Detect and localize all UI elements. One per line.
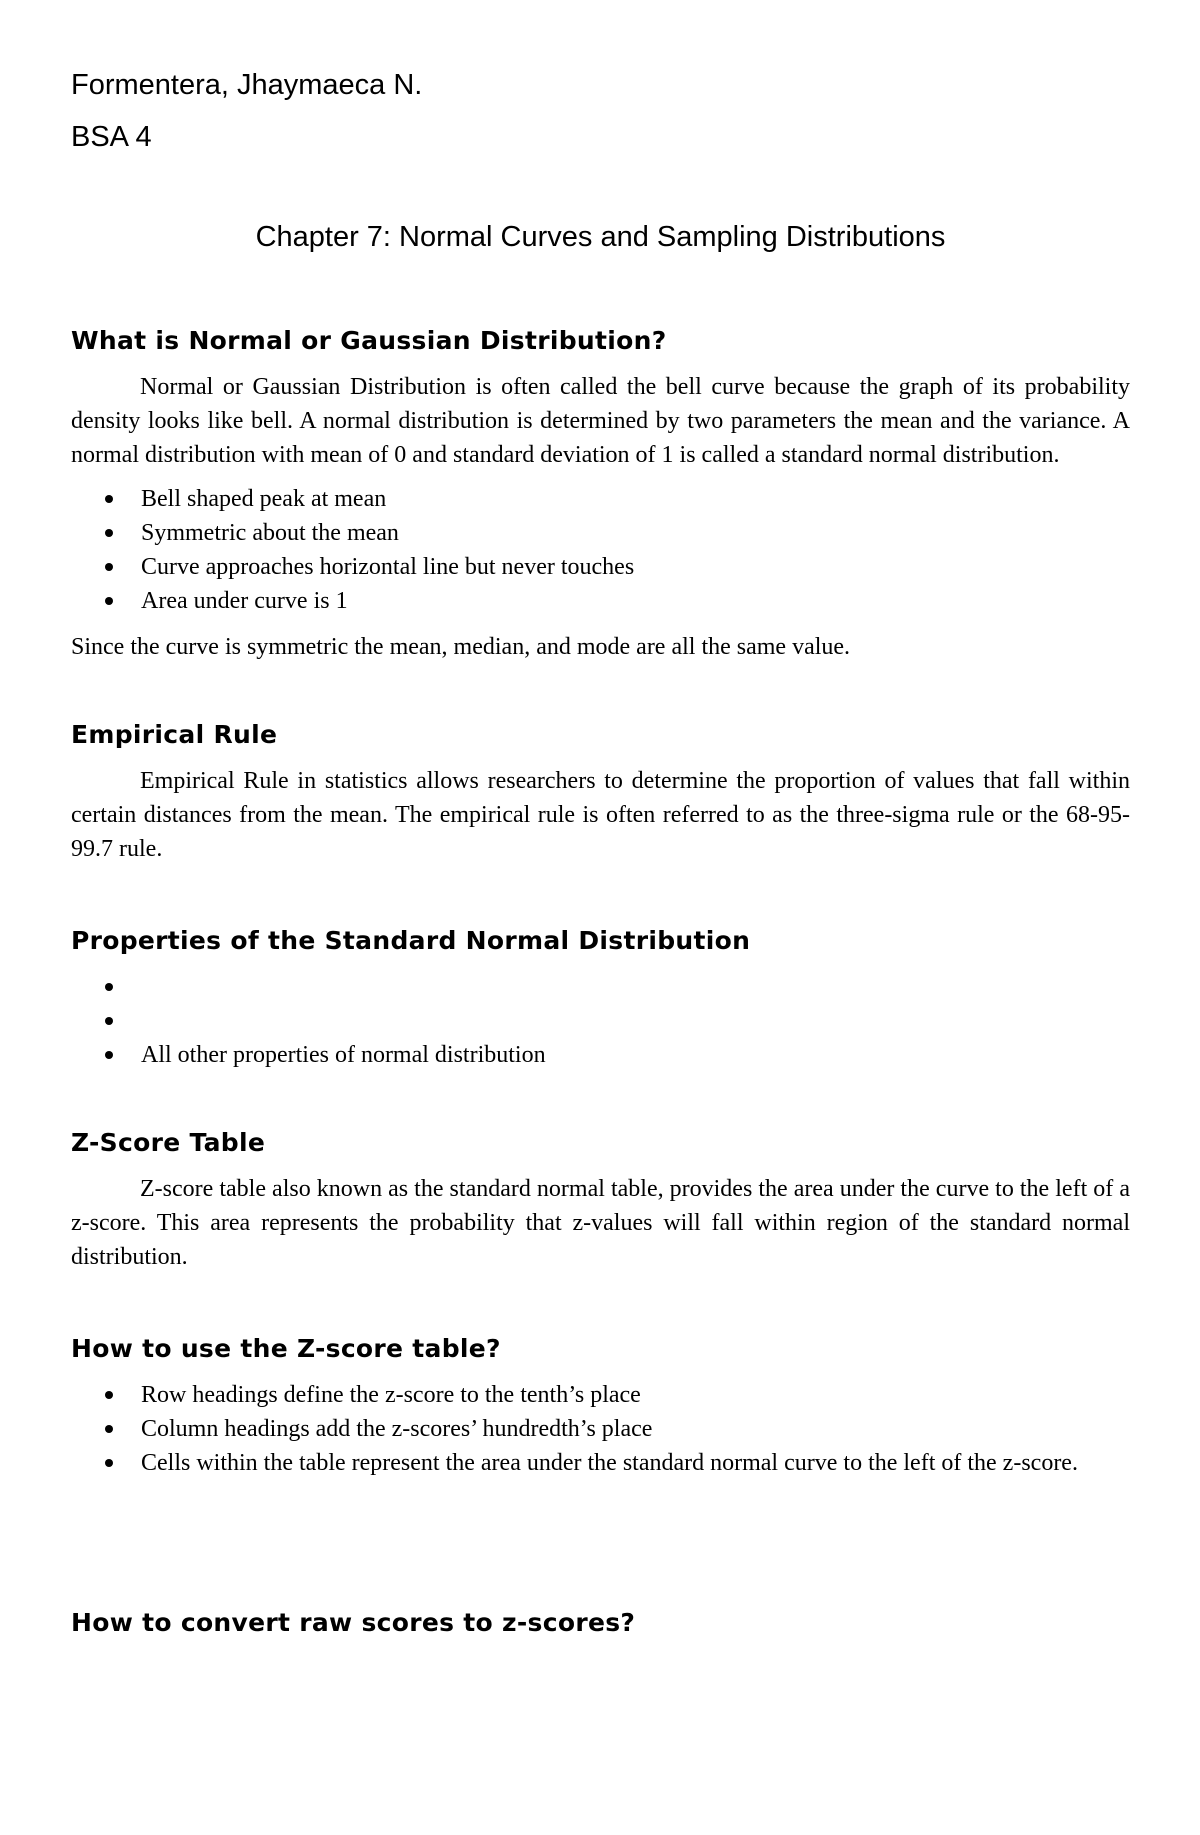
list-item bbox=[71, 970, 1130, 1004]
section-paragraph: Normal or Gaussian Distribution is often called the bell curve because the graph of its probability density looks like bell. A normal distribution is determined by two parameters the mean and the variance. A normal distribution with mean of 0 and standard deviation of 1 is called a standard normal distribution. bbox=[71, 374, 1130, 468]
list-item bbox=[71, 1446, 1130, 1480]
list-item-text: Bell shaped peak at mean bbox=[141, 486, 387, 512]
list-item-text: All other properties of normal distribution bbox=[141, 1042, 546, 1068]
bullet-icon bbox=[105, 529, 113, 537]
list-item bbox=[71, 1412, 1130, 1446]
list-item bbox=[71, 1378, 1130, 1412]
section-heading: Z-Score Table bbox=[71, 1128, 266, 1157]
author-name: Formentera, Jhaymaeca N. bbox=[71, 69, 423, 101]
chapter-title: Chapter 7: Normal Curves and Sampling Distributions bbox=[255, 221, 946, 253]
bullet-icon bbox=[105, 1051, 113, 1059]
bullet-icon bbox=[105, 1017, 113, 1025]
section-convert-raw-scores bbox=[71, 1608, 1130, 1638]
list-item bbox=[71, 1038, 1130, 1072]
section-standard-normal-properties bbox=[71, 926, 1130, 1072]
bullet-icon bbox=[105, 495, 113, 503]
list-item-text: Cells within the table represent the area under the standard normal curve to the left of the z-score. bbox=[141, 1450, 1078, 1476]
section-paragraph: Empirical Rule in statistics allows researchers to determine the proportion of values that fall within certain distances from the mean. The empirical rule is often referred to as the three-sigma rule or the 68-95-99.7 rule. bbox=[71, 768, 1130, 862]
list-item-text: Symmetric about the mean bbox=[141, 520, 399, 546]
section-closing-text: Since the curve is symmetric the mean, median, and mode are all the same value. bbox=[71, 634, 851, 660]
course-label: BSA 4 bbox=[71, 121, 152, 153]
section-heading: Empirical Rule bbox=[71, 720, 278, 749]
section-normal-distribution bbox=[71, 326, 1130, 664]
bullet-icon bbox=[105, 1425, 113, 1433]
section-how-to-use-zscore-table bbox=[71, 1334, 1130, 1480]
section-heading: How to convert raw scores to z-scores? bbox=[71, 1608, 636, 1637]
section-heading: What is Normal or Gaussian Distribution? bbox=[71, 326, 667, 355]
section-zscore-table bbox=[71, 1128, 1130, 1274]
list-item-text: Area under curve is 1 bbox=[141, 588, 348, 614]
list-item bbox=[71, 584, 1130, 618]
bullet-icon bbox=[105, 1391, 113, 1399]
bullet-icon bbox=[105, 1459, 113, 1467]
bullet-icon bbox=[105, 983, 113, 991]
bullet-list bbox=[71, 970, 1130, 1072]
list-item-text: Row headings define the z-score to the tenth’s place bbox=[141, 1382, 641, 1408]
bullet-icon bbox=[105, 597, 113, 605]
section-heading: How to use the Z-score table? bbox=[71, 1334, 501, 1363]
section-heading: Properties of the Standard Normal Distribution bbox=[71, 926, 751, 955]
bullet-list bbox=[71, 1378, 1130, 1480]
bullet-list bbox=[71, 482, 1130, 618]
list-item-text: Curve approaches horizontal line but never touches bbox=[141, 554, 635, 580]
list-item bbox=[71, 482, 1130, 516]
list-item-text: Column headings add the z-scores’ hundredth’s place bbox=[141, 1416, 653, 1442]
bullet-icon bbox=[105, 563, 113, 571]
list-item bbox=[71, 1004, 1130, 1038]
section-paragraph: Z-score table also known as the standard normal table, provides the area under the curve to the left of a z-score. This area represents the probability that z-values will fall within region of the standard normal distribution. bbox=[71, 1176, 1130, 1270]
section-empirical-rule bbox=[71, 720, 1130, 866]
list-item bbox=[71, 550, 1130, 584]
list-item bbox=[71, 516, 1130, 550]
